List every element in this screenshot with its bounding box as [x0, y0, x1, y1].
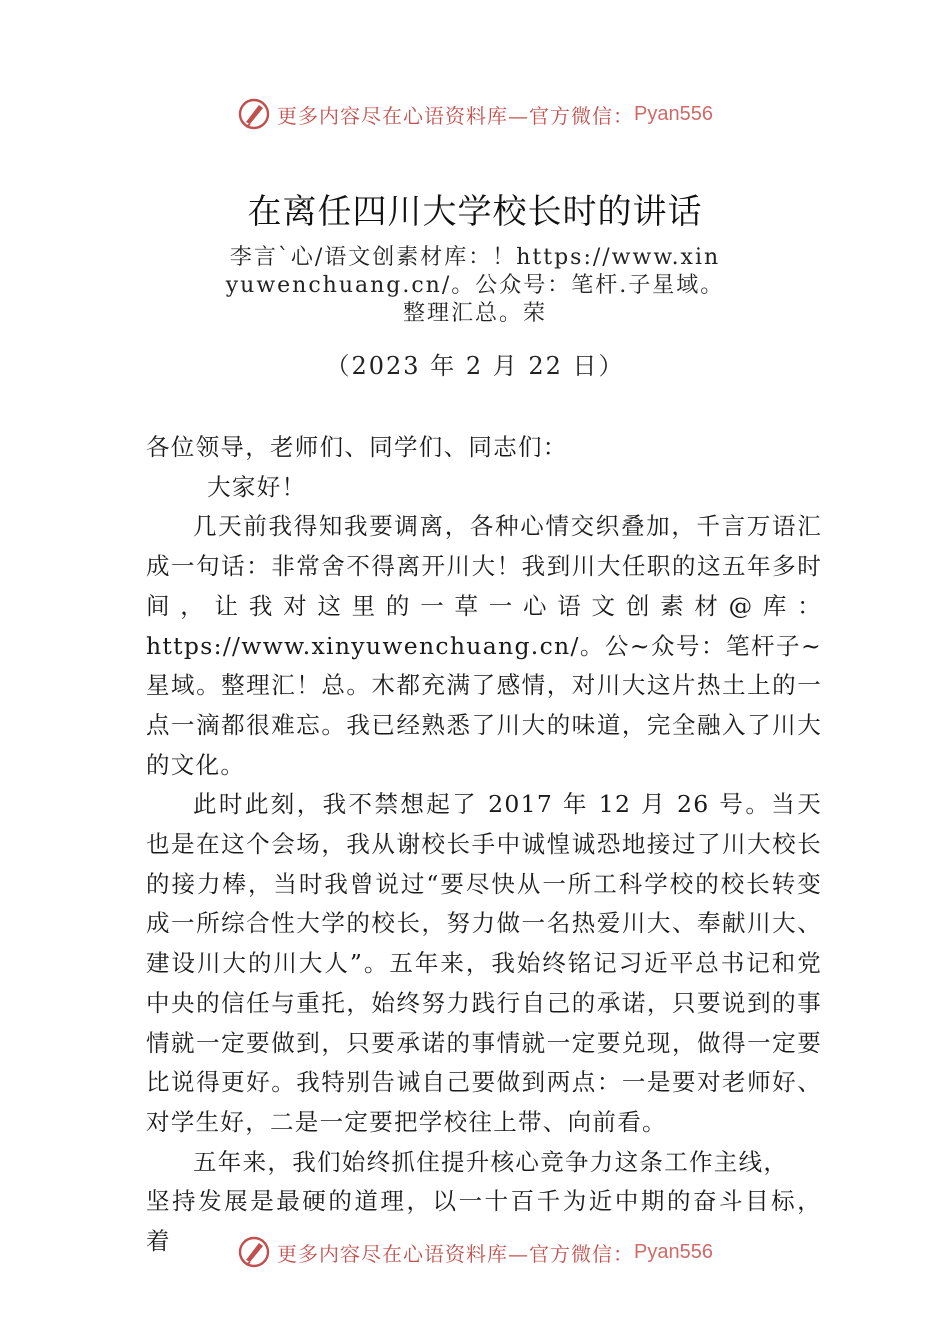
- banner-slogan: 更多内容尽在心语资料库—官方微信：: [277, 1241, 635, 1266]
- salutation: 各位领导，老师们、同学们、同志们：: [146, 433, 568, 461]
- banner-slogan: 更多内容尽在心语资料库—官方微信：: [277, 103, 635, 128]
- paragraph: 几天前我得知我要调离，各种心情交织叠加，千言万语汇成一句话：非常舍不得离开川大！我到川大任职的这五年多时间，让我对这里的一草一心语文创素材@库：https://www.xinyuwenchuang.cn/。公~众号：笔杆子~星域。整理汇！总。木都充满了感情，对川大这片热土上的一点一滴都很难忘。我已经熟悉了川大的味道，完全融入了川大的文化。: [146, 512, 822, 779]
- banner-wechat-id: Pyan556: [634, 1240, 713, 1263]
- footer-banner: [0, 1232, 950, 1272]
- paragraph-continued: 坚持发展是最硬的道理，以一十百千为近中期的奋斗目标， 着: [146, 1187, 822, 1256]
- document-byline: 李言`心/语文创素材库：！https://www.xinyuwenchuang.cn/。公众号：笔杆.子星域。整理汇总。荣: [225, 245, 725, 326]
- quill-logo-icon: [237, 1235, 271, 1269]
- document-title: 在离任四川大学校长时的讲话: [247, 192, 703, 232]
- quill-logo-icon: [237, 97, 271, 131]
- greeting: 大家好！: [207, 472, 307, 501]
- document-date: （2023 年 2 月 22 日）: [325, 352, 625, 380]
- document-body: [146, 428, 822, 1262]
- paragraph: 五年来，我们始终抓住提升核心竞争力这条工作主线，: [193, 1147, 789, 1176]
- banner-wechat-id: Pyan556: [634, 102, 713, 125]
- paragraph: 此时此刻，我不禁想起了 2017 年 12 月 26 号。当天也是在这个会场，我从谢校长手中诚惶诚恐地接过了川大校长的接力棒，当时我曾说过“要尽快从一所工科学校的校长转变成一所综合性大学的校长，努力做一名热爱川大、奉献川大、建设川大的川大人”。五年来，我始终铭记习近平总书记和党中央的信任与重托，始终努力践行自己的承诺，只要说到的事情就一定要做到，只要承诺的事情就一定要兑现，做得一定要比说得更好。我特别告诫自己要做到两点：一是要对老师好、对学生好，二是一定要把学校往上带、向前看。: [146, 790, 822, 1136]
- header-banner: [0, 94, 950, 134]
